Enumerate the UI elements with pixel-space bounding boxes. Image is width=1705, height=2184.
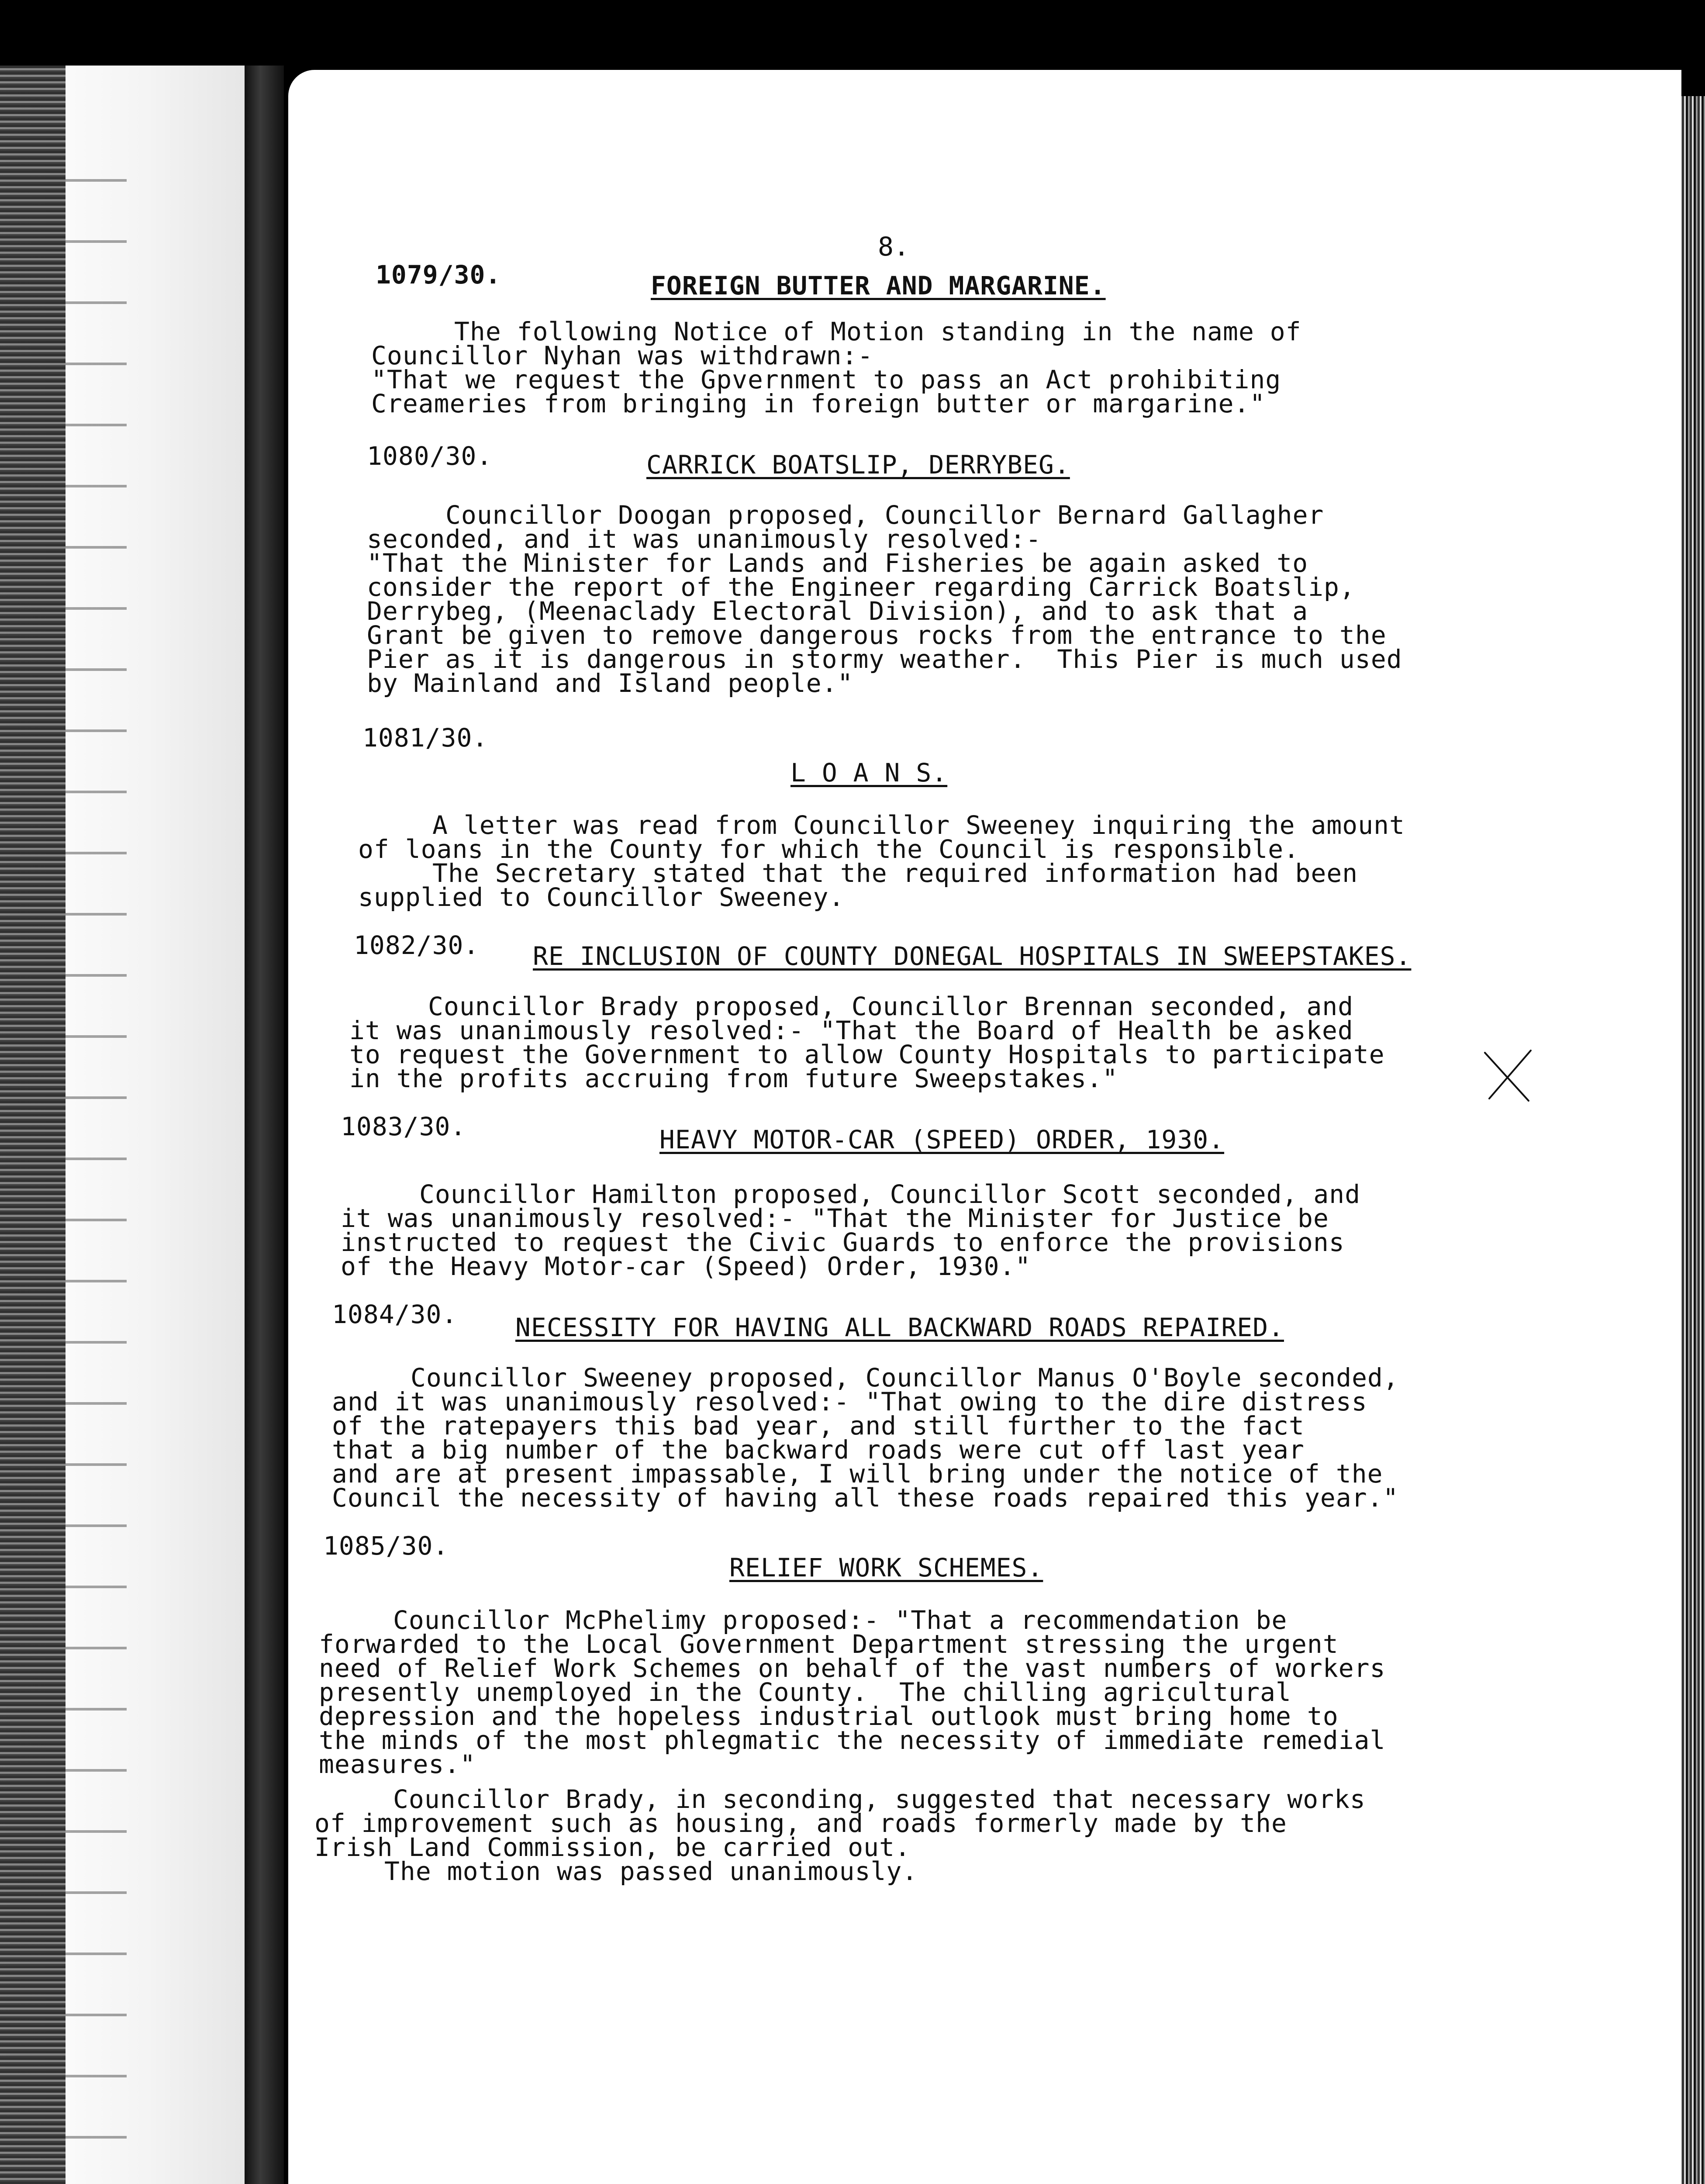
body-line: depression and the hopeless industrial outlook must bring home to	[319, 1701, 1339, 1731]
body-line: instructed to request the Civic Guards to enforce the provisions	[341, 1227, 1345, 1257]
body-line: Councillor Nyhan was withdrawn:-	[371, 341, 873, 370]
page-stack-left	[0, 66, 66, 2184]
section-heading: HEAVY MOTOR-CAR (SPEED) ORDER, 1930.	[659, 1125, 1225, 1154]
body-line: seconded, and it was unanimously resolved:-	[367, 524, 1042, 554]
minute-number: 1083/30.	[341, 1112, 466, 1141]
body-line: and it was unanimously resolved:- "That owing to the dire distress	[332, 1387, 1367, 1417]
body-line: Councillor Brady proposed, Councillor Brennan seconded, and	[428, 992, 1354, 1021]
bleed-through-text	[66, 153, 127, 2184]
body-line: it was unanimously resolved:- "That the Minister for Justice be	[341, 1203, 1329, 1233]
body-line: Councillor Doogan proposed, Councillor Bernard Gallagher	[445, 500, 1324, 530]
body-line: Councillor Hamilton proposed, Councillor Scott seconded, and	[419, 1179, 1361, 1209]
body-line: in the profits accruing from future Sweepstakes."	[349, 1064, 1118, 1093]
body-line: Councillor Brady, in seconding, suggested that necessary works	[393, 1784, 1366, 1814]
body-line: "That the Minister for Lands and Fisheries be again asked to	[367, 548, 1308, 578]
body-line: Councillor Sweeney proposed, Councillor Manus O'Boyle seconded,	[411, 1363, 1399, 1393]
body-line: The following Notice of Motion standing in the name of	[454, 317, 1301, 346]
section-heading: NECESSITY FOR HAVING ALL BACKWARD ROADS REPAIRED.	[515, 1313, 1284, 1342]
body-line: Irish Land Commission, be carried out.	[314, 1832, 911, 1862]
body-line: Grant be given to remove dangerous rocks from the entrance to the	[367, 620, 1387, 650]
minute-number: 1084/30.	[332, 1299, 458, 1329]
body-line: Creameries from bringing in foreign butter or margarine."	[371, 389, 1266, 418]
body-line: and are at present impassable, I will bring under the notice of the	[332, 1459, 1383, 1489]
body-line: need of Relief Work Schemes on behalf of the vast numbers of workers	[319, 1653, 1386, 1683]
section-heading: FOREIGN BUTTER AND MARGARINE.	[651, 271, 1106, 301]
body-line: A letter was read from Councillor Sweeney inquiring the amount	[432, 810, 1405, 840]
body-line: Derrybeg, (Meenaclady Electoral Division), and to ask that a	[367, 596, 1308, 626]
body-line: by Mainland and Island people."	[367, 668, 853, 698]
body-line: forwarded to the Local Government Department stressing the urgent	[319, 1629, 1339, 1659]
body-line: Council the necessity of having all these roads repaired this year."	[332, 1483, 1399, 1513]
body-line: "That we request the Gpvernment to pass an Act prohibiting	[371, 365, 1281, 394]
body-line: presently unemployed in the County. The chilling agricultural	[319, 1677, 1291, 1707]
body-line: of the ratepayers this bad year, and still further to the fact	[332, 1411, 1305, 1441]
body-line: consider the report of the Engineer regarding Carrick Boatslip,	[367, 572, 1355, 602]
body-line: Councillor McPhelimy proposed:- "That a recommendation be	[393, 1605, 1287, 1635]
body-line: that a big number of the backward roads were cut off last year	[332, 1435, 1305, 1465]
page-number: 8.	[878, 232, 910, 262]
body-line: The motion was passed unanimously.	[384, 1856, 918, 1886]
body-line: The Secretary stated that the required information had been	[432, 858, 1358, 888]
body-line: Pier as it is dangerous in stormy weather. This Pier is much used	[367, 644, 1402, 674]
section-heading: CARRICK BOATSLIP, DERRYBEG.	[646, 450, 1070, 480]
body-line: the minds of the most phlegmatic the necessity of immediate remedial	[319, 1725, 1386, 1755]
body-line: of improvement such as housing, and roads formerly made by the	[314, 1808, 1287, 1838]
body-line: supplied to Councillor Sweeney.	[358, 882, 845, 912]
minute-number: 1079/30.	[376, 260, 501, 290]
document-page	[288, 70, 1681, 2184]
document-body	[288, 70, 1681, 2184]
body-line: it was unanimously resolved:- "That the Board of Health be asked	[349, 1016, 1353, 1045]
body-line: measures."	[319, 1749, 476, 1779]
minute-number: 1080/30.	[367, 441, 493, 471]
minute-number: 1085/30.	[323, 1531, 449, 1561]
minute-number: 1082/30.	[354, 930, 480, 960]
minute-number: 1081/30.	[362, 723, 488, 753]
section-heading: RELIEF WORK SCHEMES.	[729, 1553, 1043, 1583]
previous-page-edge	[0, 66, 245, 2184]
body-line: of the Heavy Motor-car (Speed) Order, 1930."	[341, 1251, 1031, 1281]
section-heading: L O A N S.	[790, 758, 948, 788]
handwritten-x-mark	[1476, 1044, 1537, 1105]
binding-gutter	[245, 66, 284, 2184]
body-line: of loans in the County for which the Council is responsible.	[358, 834, 1300, 864]
section-heading: RE INCLUSION OF COUNTY DONEGAL HOSPITALS IN SWEEPSTAKES.	[533, 941, 1412, 971]
body-line: to request the Government to allow County Hospitals to participate	[349, 1040, 1385, 1069]
